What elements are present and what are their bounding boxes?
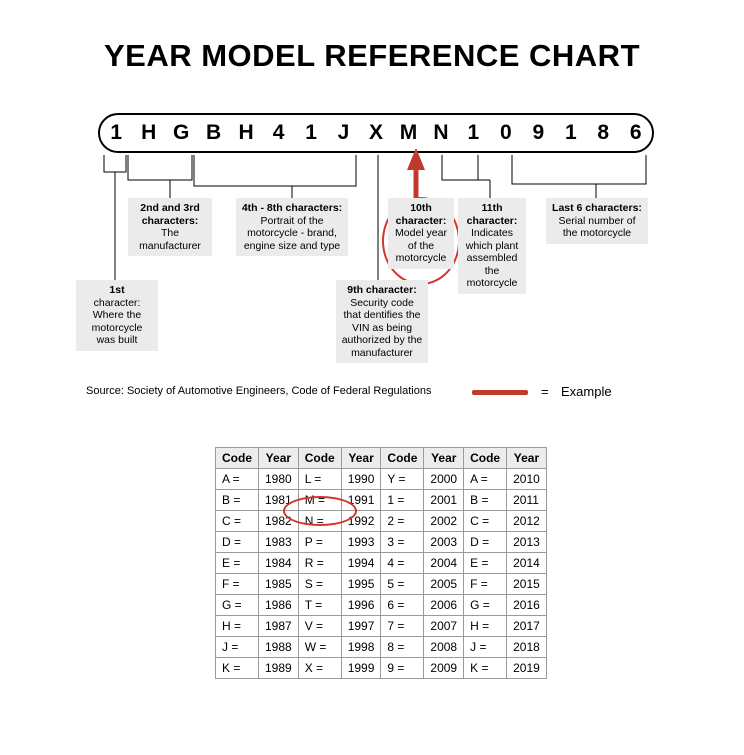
callout-4th-8th-heading: 4th - 8th characters: xyxy=(241,202,343,214)
cell-code: D = xyxy=(216,532,259,553)
col-header-year-4: Year xyxy=(507,448,547,469)
vin-char-13: 0 xyxy=(500,121,512,144)
cell-code: C = xyxy=(216,511,259,532)
cell-code: E = xyxy=(216,553,259,574)
cell-year: 1990 xyxy=(341,469,381,490)
cell-code: Y = xyxy=(381,469,424,490)
table-row xyxy=(216,469,547,490)
page-title: YEAR MODEL REFERENCE CHART xyxy=(103,38,641,73)
vin-char-16: 8 xyxy=(597,121,610,144)
cell-code: A = xyxy=(464,469,507,490)
cell-year: 2011 xyxy=(507,490,547,511)
cell-year: 2002 xyxy=(424,511,464,532)
vin-char-15: 1 xyxy=(564,121,577,144)
vin-char-10: M xyxy=(399,121,418,144)
cell-year: 2003 xyxy=(424,532,464,553)
table-row xyxy=(216,637,547,658)
cell-year: 2010 xyxy=(507,469,547,490)
vin-char-9: X xyxy=(368,121,383,144)
cell-year: 1993 xyxy=(341,532,381,553)
cell-code: 7 = xyxy=(381,616,424,637)
vin-char-1: 1 xyxy=(110,121,123,144)
table-row xyxy=(216,658,547,679)
col-header-code-2: Code xyxy=(298,448,341,469)
cell-code: B = xyxy=(464,490,507,511)
callout-1st-heading: 1st xyxy=(109,284,125,296)
vin-capsule xyxy=(98,113,654,153)
table-row xyxy=(216,490,547,511)
cell-code: F = xyxy=(216,574,259,595)
vin-char-12: 1 xyxy=(467,121,480,144)
cell-year: 1992 xyxy=(341,511,381,532)
legend-red-bar xyxy=(472,390,528,395)
vin-char-4: B xyxy=(206,121,222,144)
cell-code: X = xyxy=(298,658,341,679)
cell-code: G = xyxy=(216,595,259,616)
cell-year: 1984 xyxy=(259,553,299,574)
cell-code: S = xyxy=(298,574,341,595)
callout-1st-body: character: Where the motorcycle was built xyxy=(91,296,143,346)
callout-10th-character xyxy=(388,198,454,269)
cell-code: G = xyxy=(464,595,507,616)
cell-year: 1999 xyxy=(341,658,381,679)
cell-year: 2016 xyxy=(507,595,547,616)
vin-char-7: 1 xyxy=(305,121,317,144)
legend-equals-sign: = xyxy=(541,384,549,399)
cell-code: W = xyxy=(298,637,341,658)
cell-year: 1988 xyxy=(259,637,299,658)
cell-code: P = xyxy=(298,532,341,553)
cell-code: J = xyxy=(216,637,259,658)
vin-char-5: H xyxy=(238,121,254,144)
cell-year: 2006 xyxy=(424,595,464,616)
callout-11th-body: Indicates which plant assembled the motorcycle xyxy=(465,227,519,289)
cell-code: E = xyxy=(464,553,507,574)
callout-9th-body: Security code that dentifies the VIN as being authorized by the manufacturer xyxy=(341,296,423,359)
cell-code: T = xyxy=(298,595,341,616)
cell-code: L = xyxy=(298,469,341,490)
cell-code: H = xyxy=(464,616,507,637)
cell-code: 8 = xyxy=(381,637,424,658)
cell-year: 2012 xyxy=(507,511,547,532)
callout-last-6-characters xyxy=(546,198,648,244)
cell-code: 6 = xyxy=(381,595,424,616)
cell-year: 1989 xyxy=(259,658,299,679)
callout-2nd-3rd-characters xyxy=(128,198,212,256)
vin-char-8: J xyxy=(337,121,350,144)
cell-code: J = xyxy=(464,637,507,658)
cell-year: 2007 xyxy=(424,616,464,637)
code-year-table xyxy=(215,447,547,679)
cell-code: 3 = xyxy=(381,532,424,553)
cell-code: R = xyxy=(298,553,341,574)
vin-char-3: G xyxy=(173,121,190,144)
cell-year: 2001 xyxy=(424,490,464,511)
callout-9th-heading: 9th character: xyxy=(347,284,417,296)
cell-year: 2008 xyxy=(424,637,464,658)
callout-11th-heading: 11th character: xyxy=(466,202,518,227)
callout-11th-character xyxy=(458,198,526,294)
vin-char-17: 6 xyxy=(629,121,642,144)
cell-code: A = xyxy=(216,469,259,490)
callout-10th-heading: 10th character: xyxy=(395,202,447,227)
cell-year: 2015 xyxy=(507,574,547,595)
cell-code: 5 = xyxy=(381,574,424,595)
cell-year: 2004 xyxy=(424,553,464,574)
code-year-table-wrapper xyxy=(215,447,547,679)
cell-code: H = xyxy=(216,616,259,637)
col-header-year-3: Year xyxy=(424,448,464,469)
cell-year: 1994 xyxy=(341,553,381,574)
cell-code: K = xyxy=(464,658,507,679)
source-text: Source: Society of Automotive Engineers, Code of Federal Regulations xyxy=(86,385,432,397)
cell-year: 1981 xyxy=(259,490,299,511)
cell-code: 4 = xyxy=(381,553,424,574)
cell-year: 2019 xyxy=(507,658,547,679)
col-header-code-1: Code xyxy=(216,448,259,469)
table-header-row xyxy=(216,448,547,469)
col-header-year-1: Year xyxy=(259,448,299,469)
vin-char-6: 4 xyxy=(272,121,285,144)
callout-2nd-3rd-body: The manufacturer xyxy=(139,227,201,252)
callout-10th-body: Model year of the motorcycle xyxy=(395,227,447,264)
cell-code: N = xyxy=(298,511,341,532)
cell-year: 1987 xyxy=(259,616,299,637)
table-row xyxy=(216,532,547,553)
cell-year: 1985 xyxy=(259,574,299,595)
cell-code: V = xyxy=(298,616,341,637)
cell-code: B = xyxy=(216,490,259,511)
callout-9th-character xyxy=(336,280,428,363)
cell-code: D = xyxy=(464,532,507,553)
cell-code-highlighted: M = xyxy=(298,490,341,511)
callout-last-6-heading: Last 6 characters: xyxy=(552,202,642,214)
cell-year-highlighted: 1991 xyxy=(341,490,381,511)
table-row xyxy=(216,595,547,616)
table-row xyxy=(216,511,547,532)
vin-char-2: H xyxy=(141,121,157,144)
col-header-year-2: Year xyxy=(341,448,381,469)
cell-year: 2018 xyxy=(507,637,547,658)
cell-year: 2013 xyxy=(507,532,547,553)
legend-example-label: Example xyxy=(561,384,612,399)
cell-year: 2017 xyxy=(507,616,547,637)
vin-char-14: 9 xyxy=(532,121,545,144)
cell-code: 9 = xyxy=(381,658,424,679)
callout-last-6-body: Serial number of the motorcycle xyxy=(558,214,636,239)
cell-year: 1997 xyxy=(341,616,381,637)
cell-code: 2 = xyxy=(381,511,424,532)
col-header-code-4: Code xyxy=(464,448,507,469)
callout-4th-8th-characters xyxy=(236,198,348,256)
cell-year: 1982 xyxy=(259,511,299,532)
table-row xyxy=(216,574,547,595)
cell-code: K = xyxy=(216,658,259,679)
callout-2nd-3rd-heading: 2nd and 3rd characters: xyxy=(140,202,200,227)
cell-code: F = xyxy=(464,574,507,595)
cell-year: 2009 xyxy=(424,658,464,679)
callout-1st-character xyxy=(76,280,158,351)
cell-year: 1995 xyxy=(341,574,381,595)
cell-code: C = xyxy=(464,511,507,532)
cell-year: 1980 xyxy=(259,469,299,490)
table-row xyxy=(216,616,547,637)
col-header-code-3: Code xyxy=(381,448,424,469)
cell-year: 1998 xyxy=(341,637,381,658)
cell-year: 1996 xyxy=(341,595,381,616)
cell-year: 2005 xyxy=(424,574,464,595)
cell-year: 1986 xyxy=(259,595,299,616)
cell-year: 2000 xyxy=(424,469,464,490)
cell-code: 1 = xyxy=(381,490,424,511)
vin-char-11: N xyxy=(433,121,449,144)
table-row xyxy=(216,553,547,574)
callout-4th-8th-body: Portrait of the motorcycle - brand, engine size and type xyxy=(243,214,341,252)
cell-year: 2014 xyxy=(507,553,547,574)
cell-year: 1983 xyxy=(259,532,299,553)
